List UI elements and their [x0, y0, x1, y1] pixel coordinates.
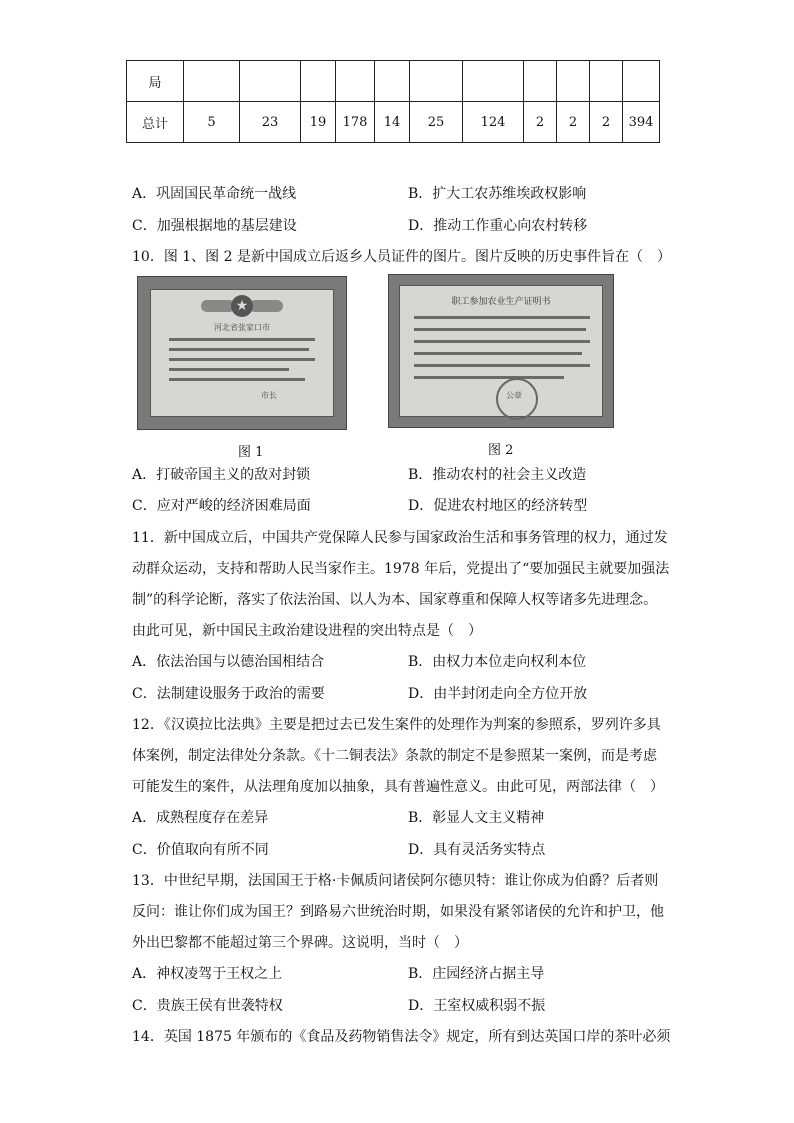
- fig1-signature: 市长: [261, 391, 277, 400]
- table-cell: 2: [590, 102, 623, 143]
- figure-2-caption: 图 2: [488, 443, 514, 458]
- table-cell: 5: [184, 102, 240, 143]
- figure-1-caption: 图 1: [238, 445, 264, 460]
- q14-line-1: 14．英国 1875 年颁布的《食品及药物销售法令》规定，所有到达英国口岸的茶叶必须: [132, 1029, 671, 1045]
- q11-option-a: A．依法治国与以德治国相结合: [132, 654, 325, 670]
- statistics-table: [126, 60, 660, 143]
- q12-option-b: B．彰显人文主义精神: [408, 810, 545, 826]
- q11-option-d: D．由半封闭走向全方位开放: [408, 686, 588, 702]
- q10-option-a: A．打破帝国主义的敌对封锁: [132, 467, 311, 483]
- table-cell: [590, 61, 623, 102]
- fig2-heading: 职工参加农业生产证明书: [451, 297, 551, 307]
- table-cell: [240, 61, 301, 102]
- table-cell: [524, 61, 557, 102]
- table-cell: 178: [336, 102, 375, 143]
- table-cell: 总计: [127, 102, 184, 143]
- table-cell: [623, 61, 660, 102]
- table-cell: 2: [524, 102, 557, 143]
- table-cell: [375, 61, 410, 102]
- q13-option-d: D．王室权威积弱不振: [408, 998, 546, 1014]
- table-cell: 局: [127, 61, 184, 102]
- figure-2-certificate: [388, 274, 614, 428]
- q10-option-b: B．推动农村的社会主义改造: [408, 467, 587, 483]
- q12-option-d: D．具有灵活务实特点: [408, 842, 546, 858]
- q9-option-a: A．巩固国民革命统一战线: [132, 186, 297, 202]
- q13-line-2: 反问：谁让你们成为国王？到路易六世统治时期，如果没有紧邻诸侯的允许和护卫，他: [132, 904, 664, 920]
- table-cell: [410, 61, 463, 102]
- q9-option-c: C．加强根据地的基层建设: [132, 218, 297, 234]
- q11-line-3: 制”的科学论断，落实了依法治国、以人为本、国家尊重和保障人权等诸多先进理念。: [132, 592, 658, 608]
- table-cell: [184, 61, 240, 102]
- q11-line-4: 由此可见，新中国民主政治建设进程的突出特点是（ ）: [132, 623, 482, 639]
- table-row: [127, 102, 660, 143]
- table-cell: [463, 61, 524, 102]
- q13-option-b: B．庄园经济占据主导: [408, 966, 545, 982]
- q13-option-c: C．贵族王侯有世袭特权: [132, 998, 283, 1014]
- q10-option-d: D．促进农村地区的经济转型: [408, 498, 588, 514]
- table-cell: 23: [240, 102, 301, 143]
- table-cell: 19: [301, 102, 336, 143]
- q10-stem: 10．图 1、图 2 是新中国成立后返乡人员证件的图片。图片反映的历史事件旨在（ ）: [132, 249, 671, 265]
- q13-line-3: 外出巴黎都不能超过第三个界碑。这说明，当时（ ）: [132, 935, 468, 951]
- star-emblem-icon: ★: [231, 295, 253, 317]
- q11-option-c: C．法制建设服务于政治的需要: [132, 686, 325, 702]
- fig1-heading: 河北省张家口市: [214, 323, 270, 332]
- table-cell: 394: [623, 102, 660, 143]
- q11-option-b: B．由权力本位走向权利本位: [408, 654, 587, 670]
- q10-option-c: C．应对严峻的经济困难局面: [132, 498, 311, 514]
- q12-option-a: A．成熟程度存在差异: [132, 810, 269, 826]
- figure-1-certificate: [137, 276, 347, 430]
- q13-option-a: A．神权凌驾于王权之上: [132, 966, 283, 982]
- q13-line-1: 13．中世纪早期，法国国王于格·卡佩质问诸侯阿尔德贝特：谁让你成为伯爵？后者则: [132, 873, 659, 889]
- q9-option-d: D．推动工作重心向农村转移: [408, 218, 588, 234]
- fig2-seal: 公章: [506, 391, 522, 400]
- table-cell: [301, 61, 336, 102]
- table-row: [127, 61, 660, 102]
- q11-line-1: 11．新中国成立后，中国共产党保障人民参与国家政治生活和事务管理的权力，通过发: [132, 530, 668, 546]
- table-cell: [557, 61, 590, 102]
- q12-line-3: 可能发生的案件，从法理角度加以抽象，具有普遍性意义。由此可见，两部法律（ ）: [132, 779, 664, 795]
- q9-option-b: B．扩大工农苏维埃政权影响: [408, 186, 587, 202]
- table-cell: 25: [410, 102, 463, 143]
- table-cell: 124: [463, 102, 524, 143]
- q12-option-c: C．价值取向有所不同: [132, 842, 269, 858]
- q12-line-2: 体案例，制定法律处分条款。《十二铜表法》条款的制定不是参照某一案例，而是考虑: [132, 748, 657, 764]
- q12-line-1: 12．《汉谟拉比法典》主要是把过去已发生案件的处理作为判案的参照系，罗列许多具: [132, 717, 661, 733]
- table-cell: [336, 61, 375, 102]
- q11-line-2: 动群众运动，支持和帮助人民当家作主。1978 年后，党提出了“要加强民主就要加强法: [132, 561, 670, 577]
- table-cell: 2: [557, 102, 590, 143]
- table-cell: 14: [375, 102, 410, 143]
